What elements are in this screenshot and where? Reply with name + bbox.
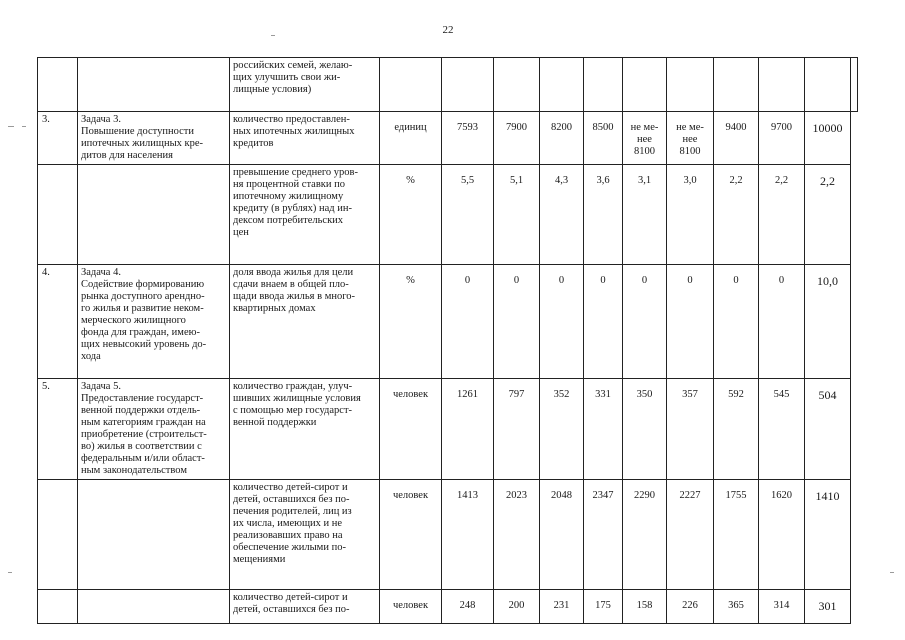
task-cell bbox=[78, 590, 230, 624]
value-cell: 0 bbox=[584, 265, 623, 379]
row-number-cell: 4. bbox=[38, 265, 78, 379]
value-cell: 226 bbox=[667, 590, 714, 624]
row-number-cell: 3. bbox=[38, 112, 78, 165]
task-cell: Задача 5. Предоставление государст- венной поддержки отдель- ным категориям граждан на приобретение (строительст- во) жилья в соответствии с федеральным и/или област- ным законодательством bbox=[78, 379, 230, 480]
value-cell: 0 bbox=[442, 265, 494, 379]
value-cell bbox=[851, 58, 858, 112]
value-cell: 0 bbox=[667, 265, 714, 379]
value-cell: 2,2 bbox=[805, 165, 851, 265]
value-cell bbox=[714, 58, 759, 112]
row-number-cell bbox=[38, 590, 78, 624]
value-cell bbox=[584, 58, 623, 112]
value-cell: 0 bbox=[714, 265, 759, 379]
value-cell: 592 bbox=[714, 379, 759, 480]
value-cell: 5,1 bbox=[494, 165, 540, 265]
value-cell: не ме- нее 8100 bbox=[667, 112, 714, 165]
task-cell: Задача 3. Повышение доступности ипотечных жилищных кре- дитов для населения bbox=[78, 112, 230, 165]
value-cell: 797 bbox=[494, 379, 540, 480]
unit-cell: человек bbox=[380, 480, 442, 590]
value-cell: 2290 bbox=[623, 480, 667, 590]
indicator-cell: российских семей, желаю- щих улучшить свои жи- лищные условия) bbox=[230, 58, 380, 112]
value-cell: 175 bbox=[584, 590, 623, 624]
row-number-cell bbox=[38, 165, 78, 265]
value-cell: 10,0 bbox=[805, 265, 851, 379]
table-row bbox=[38, 590, 858, 624]
table-row bbox=[38, 379, 858, 480]
value-cell: 504 bbox=[805, 379, 851, 480]
row-number-cell: 5. bbox=[38, 379, 78, 480]
value-cell: 5,5 bbox=[442, 165, 494, 265]
value-cell: 231 bbox=[540, 590, 584, 624]
unit-cell: человек bbox=[380, 379, 442, 480]
value-cell: 1620 bbox=[759, 480, 805, 590]
value-cell: 350 bbox=[623, 379, 667, 480]
scan-mark bbox=[271, 35, 275, 36]
indicator-cell: количество детей-сирот и детей, оставшихся без по- bbox=[230, 590, 380, 624]
indicators-table bbox=[37, 57, 858, 624]
value-cell: 301 bbox=[805, 590, 851, 624]
value-cell: 158 bbox=[623, 590, 667, 624]
value-cell: 200 bbox=[494, 590, 540, 624]
value-cell: 357 bbox=[667, 379, 714, 480]
value-cell: 3,0 bbox=[667, 165, 714, 265]
value-cell bbox=[494, 58, 540, 112]
task-cell bbox=[78, 480, 230, 590]
value-cell: 2023 bbox=[494, 480, 540, 590]
value-cell bbox=[805, 58, 851, 112]
value-cell: 7900 bbox=[494, 112, 540, 165]
value-cell: 0 bbox=[623, 265, 667, 379]
value-cell: 0 bbox=[494, 265, 540, 379]
value-cell: 545 bbox=[759, 379, 805, 480]
value-cell: 7593 bbox=[442, 112, 494, 165]
table-row bbox=[38, 112, 858, 165]
scan-mark bbox=[8, 572, 12, 573]
value-cell bbox=[540, 58, 584, 112]
value-cell: 10000 bbox=[805, 112, 851, 165]
value-cell: 8200 bbox=[540, 112, 584, 165]
row-number-cell bbox=[38, 480, 78, 590]
scan-mark bbox=[22, 126, 26, 127]
indicator-cell: превышение среднего уров- ня процентной ставки по ипотечному жилищному кредиту (в рублях) над ин- дексом потребительских цен bbox=[230, 165, 380, 265]
value-cell: 4,3 bbox=[540, 165, 584, 265]
table-row bbox=[38, 58, 858, 112]
value-cell: 248 bbox=[442, 590, 494, 624]
indicator-cell: доля ввода жилья для цели сдачи внаем в общей пло- щади ввода жилья в много- квартирных домах bbox=[230, 265, 380, 379]
value-cell: 0 bbox=[759, 265, 805, 379]
value-cell: 3,6 bbox=[584, 165, 623, 265]
value-cell: 2347 bbox=[584, 480, 623, 590]
value-cell: 1413 bbox=[442, 480, 494, 590]
value-cell bbox=[623, 58, 667, 112]
value-cell: 2227 bbox=[667, 480, 714, 590]
task-cell: Задача 4. Содействие формированию рынка доступного арендно- го жилья и развитие неком- мерческого жилищного фонда для граждан, имею- щих невысокий уровень до- хода bbox=[78, 265, 230, 379]
indicator-cell: количество детей-сирот и детей, оставшихся без по- печения родителей, лиц из их числа, имеющих и не реализовавших право на обеспечение жилыми по- мещениями bbox=[230, 480, 380, 590]
value-cell: 8500 bbox=[584, 112, 623, 165]
scan-mark bbox=[890, 572, 894, 573]
table-row bbox=[38, 480, 858, 590]
value-cell bbox=[759, 58, 805, 112]
value-cell: 2,2 bbox=[714, 165, 759, 265]
scan-mark bbox=[8, 126, 14, 127]
value-cell: 2048 bbox=[540, 480, 584, 590]
value-cell: 331 bbox=[584, 379, 623, 480]
unit-cell bbox=[380, 58, 442, 112]
value-cell: 1755 bbox=[714, 480, 759, 590]
value-cell: 314 bbox=[759, 590, 805, 624]
task-cell bbox=[78, 58, 230, 112]
unit-cell: % bbox=[380, 165, 442, 265]
value-cell: 9700 bbox=[759, 112, 805, 165]
table-row bbox=[38, 265, 858, 379]
value-cell: 3,1 bbox=[623, 165, 667, 265]
value-cell: 2,2 bbox=[759, 165, 805, 265]
value-cell: не ме- нее 8100 bbox=[623, 112, 667, 165]
value-cell: 9400 bbox=[714, 112, 759, 165]
value-cell: 365 bbox=[714, 590, 759, 624]
value-cell bbox=[442, 58, 494, 112]
value-cell: 1261 bbox=[442, 379, 494, 480]
page-number: 22 bbox=[442, 24, 454, 36]
value-cell: 1410 bbox=[805, 480, 851, 590]
row-number-cell bbox=[38, 58, 78, 112]
unit-cell: % bbox=[380, 265, 442, 379]
unit-cell: человек bbox=[380, 590, 442, 624]
indicator-cell: количество граждан, улуч- шивших жилищные условия с помощью мер государст- венной поддержки bbox=[230, 379, 380, 480]
value-cell: 0 bbox=[540, 265, 584, 379]
value-cell: 352 bbox=[540, 379, 584, 480]
task-cell bbox=[78, 165, 230, 265]
table-row bbox=[38, 165, 858, 265]
unit-cell: единиц bbox=[380, 112, 442, 165]
value-cell bbox=[667, 58, 714, 112]
indicator-cell: количество предоставлен- ных ипотечных жилищных кредитов bbox=[230, 112, 380, 165]
